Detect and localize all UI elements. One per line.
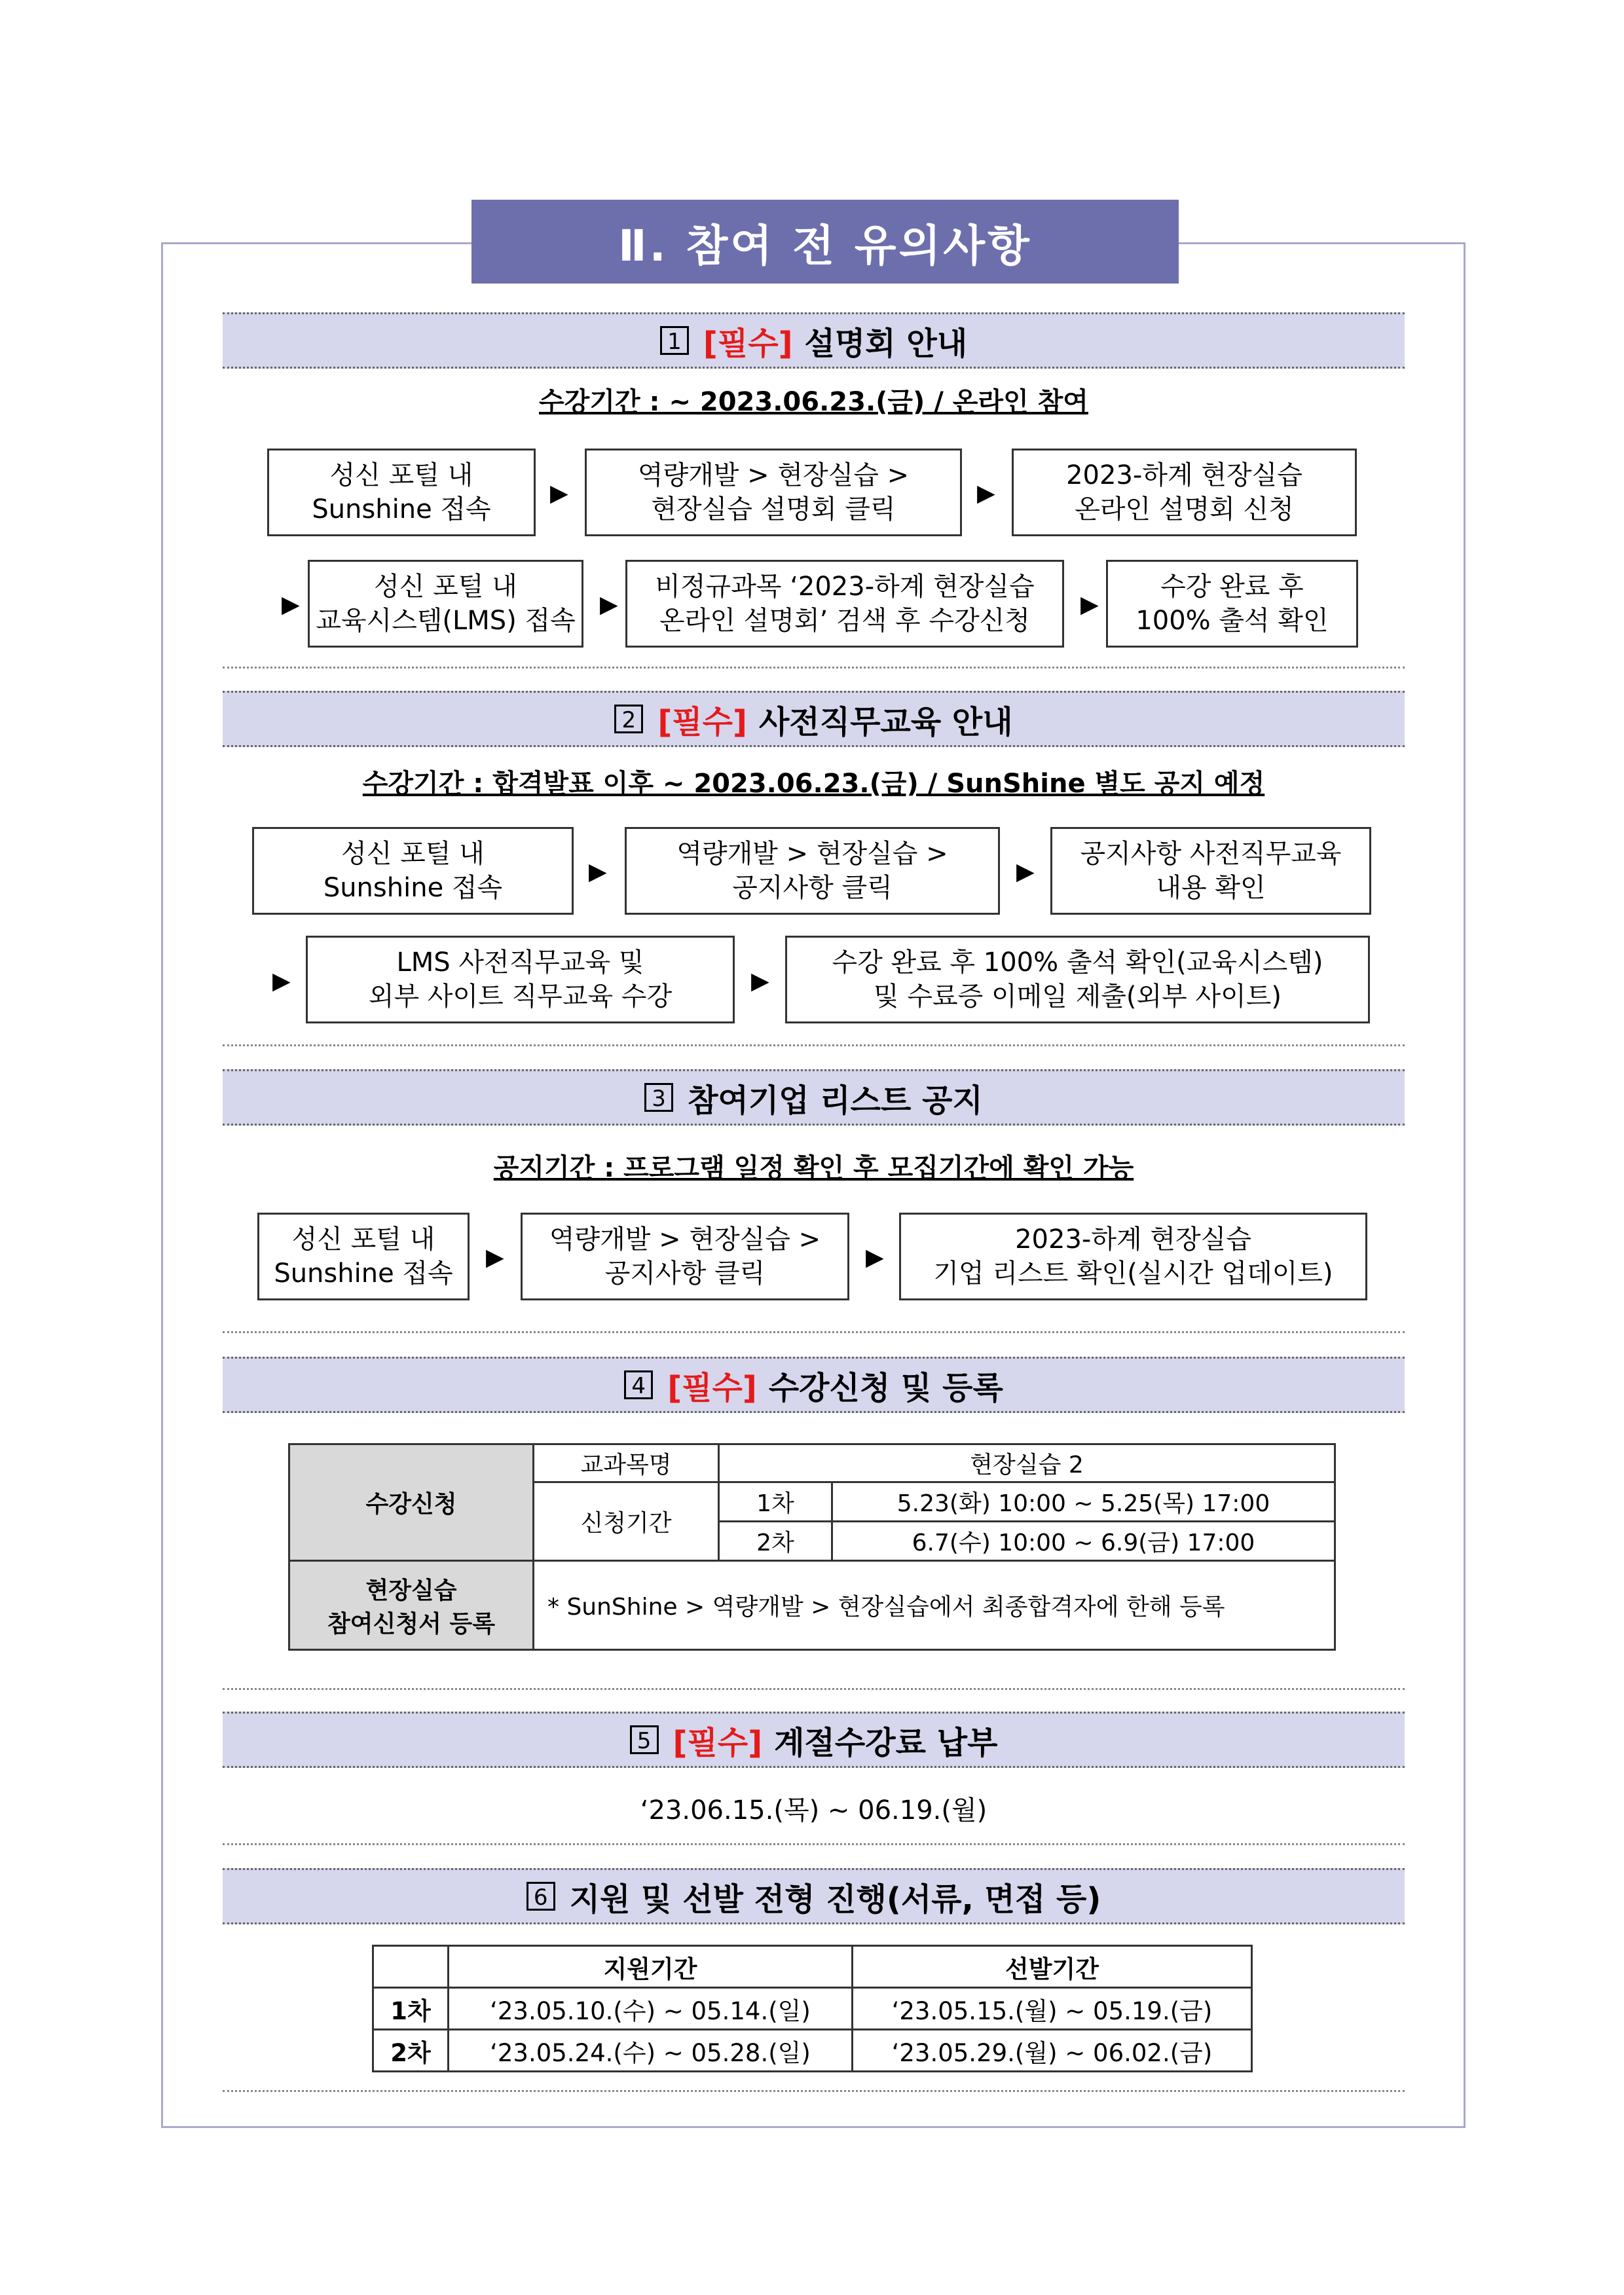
section-number: 3 [644,1083,673,1112]
section-6-header [223,1868,1405,1924]
divider [223,1331,1405,1333]
step-line: 성신 포털 내 [341,839,485,869]
divider [223,2090,1405,2092]
required-tag: [필수] [703,325,793,362]
step-line: 수강 완료 후 [1160,572,1304,602]
arrow-icon: ▶ [272,968,291,995]
section-2-header [223,691,1405,747]
section-number: 5 [630,1725,659,1754]
section-5-header [223,1712,1405,1768]
period-cell: 6.7(수) 10:00 ~ 6.9(금) 17:00 [832,1522,1335,1561]
step-box [267,449,536,536]
section-3-header [223,1069,1405,1126]
step-line: 온라인 설명회’ 검색 후 수강신청 [659,606,1030,636]
step-box [625,827,1000,915]
step-line: 기업 리스트 확인(실시간 업데이트) [933,1258,1333,1289]
schedule-table [372,1945,1253,2072]
step-line: 비정규과목 ‘2023-하계 현장실습 [655,572,1035,602]
period-cell: 5.23(화) 10:00 ~ 5.25(목) 17:00 [832,1482,1335,1522]
section-number: 6 [526,1882,555,1911]
section-2-subtitle: 수강기간 : 합격발표 이후 ~ 2023.06.23.(금) / SunShine 별도 공지 예정 [362,769,1265,799]
step-line: 공지사항 클릭 [604,1258,766,1289]
arrow-icon: ▶ [1080,591,1099,618]
registration-table [288,1443,1336,1651]
divider [223,1843,1405,1845]
divider [223,667,1405,669]
section-title: 사전직무교육 안내 [758,703,1013,741]
step-line: 역량개발 > 현장실습 > [549,1224,821,1255]
step-line: 교육시스템(LMS) 접속 [316,606,576,636]
round-cell: 2차 [373,2030,449,2072]
divider [223,1044,1405,1046]
apply-label-line: 참여신청서 등록 [327,1610,495,1638]
arrow-icon: ▶ [977,480,995,507]
apply-label [289,1561,534,1650]
arrow-icon: ▶ [550,480,568,507]
section-number: 4 [624,1370,653,1399]
step-line: 내용 확인 [1156,873,1266,903]
section-title: 설명회 안내 [804,325,968,362]
step-box [306,936,735,1023]
step-box [521,1213,849,1300]
step-box [625,560,1064,648]
step-line: 공지사항 사전직무교육 [1080,839,1342,869]
step-box [1012,449,1357,536]
step-line: 2023-하계 현장실습 [1015,1224,1251,1255]
arrow-icon: ▶ [866,1244,884,1271]
course-label: 교과목명 [534,1444,719,1482]
section-1-header [223,312,1405,369]
section-3-subtitle: 공지기간 : 프로그램 일정 확인 후 모집기간에 확인 가능 [493,1153,1134,1183]
apply-label-line: 현장실습 [365,1577,457,1604]
arrow-icon: ▶ [600,591,618,618]
section-title: 수강신청 및 등록 [768,1369,1003,1406]
step-line: 성신 포털 내 [291,1224,435,1255]
select-cell: ‘23.05.29.(월) ~ 06.02.(금) [853,2030,1252,2072]
arrow-icon: ▶ [282,591,300,618]
course-value: 현장실습 2 [719,1444,1335,1482]
step-line: 현장실습 설명회 클릭 [651,494,896,524]
arrow-icon: ▶ [589,858,607,885]
step-box [585,449,962,536]
step-box [308,560,583,648]
step-line: 성신 포털 내 [329,460,473,490]
section-number: 2 [614,705,643,733]
empty-header [373,1946,449,1988]
step-line: 역량개발 > 현장실습 > [676,839,948,869]
reg-label: 수강신청 [289,1444,534,1561]
required-tag: [필수] [667,1369,757,1406]
apply-value: * SunShine > 역량개발 > 현장실습에서 최종합격자에 한해 등록 [534,1561,1335,1650]
apply-cell: ‘23.05.10.(수) ~ 05.14.(일) [449,1988,853,2030]
arrow-icon: ▶ [1016,858,1035,885]
step-box [785,936,1370,1023]
step-line: 및 수료증 이메일 제출(외부 사이트) [873,982,1282,1012]
page-title: Ⅱ. 참여 전 유의사항 [471,200,1179,284]
step-box [257,1213,470,1300]
round-cell: 2차 [719,1522,832,1561]
step-line: 공지사항 클릭 [732,873,893,903]
apply-cell: ‘23.05.24.(수) ~ 05.28.(일) [449,2030,853,2072]
round-cell: 1차 [719,1482,832,1522]
step-line: 100% 출석 확인 [1135,606,1329,636]
divider [223,1688,1405,1690]
section-number: 1 [660,326,689,355]
arrow-icon: ▶ [751,968,769,995]
step-line: Sunshine 접속 [274,1258,453,1289]
step-line: 성신 포털 내 [374,572,517,602]
step-line: LMS 사전직무교육 및 [396,947,644,978]
step-box [252,827,574,915]
step-line: Sunshine 접속 [312,494,491,524]
section-4-header [223,1357,1405,1413]
section-1-subtitle: 수강기간 : ~ 2023.06.23.(금) / 온라인 참여 [539,387,1088,417]
select-cell: ‘23.05.15.(월) ~ 05.19.(금) [853,1988,1252,2030]
period-label: 신청기간 [534,1482,719,1561]
round-cell: 1차 [373,1988,449,2030]
section-title: 지원 및 선발 전형 진행(서류, 면접 등) [569,1881,1101,1918]
step-box [899,1213,1367,1300]
step-line: 2023-하계 현장실습 [1066,460,1302,490]
payment-period: ‘23.06.15.(목) ~ 06.19.(월) [640,1795,987,1826]
step-line: 역량개발 > 현장실습 > [637,460,910,490]
step-box [1050,827,1371,915]
step-line: 수강 완료 후 100% 출석 확인(교육시스템) [832,947,1323,978]
step-line: Sunshine 접속 [323,873,503,903]
step-box [1106,560,1358,648]
required-tag: [필수] [657,703,747,741]
section-title: 참여기업 리스트 공지 [688,1082,983,1119]
col-select: 선발기간 [853,1946,1252,1988]
arrow-icon: ▶ [486,1244,504,1271]
step-line: 온라인 설명회 신청 [1075,494,1294,524]
required-tag: [필수] [673,1724,763,1761]
step-line: 외부 사이트 직무교육 수강 [368,982,673,1012]
col-apply: 지원기간 [449,1946,853,1988]
section-title: 계절수강료 납부 [774,1724,998,1761]
